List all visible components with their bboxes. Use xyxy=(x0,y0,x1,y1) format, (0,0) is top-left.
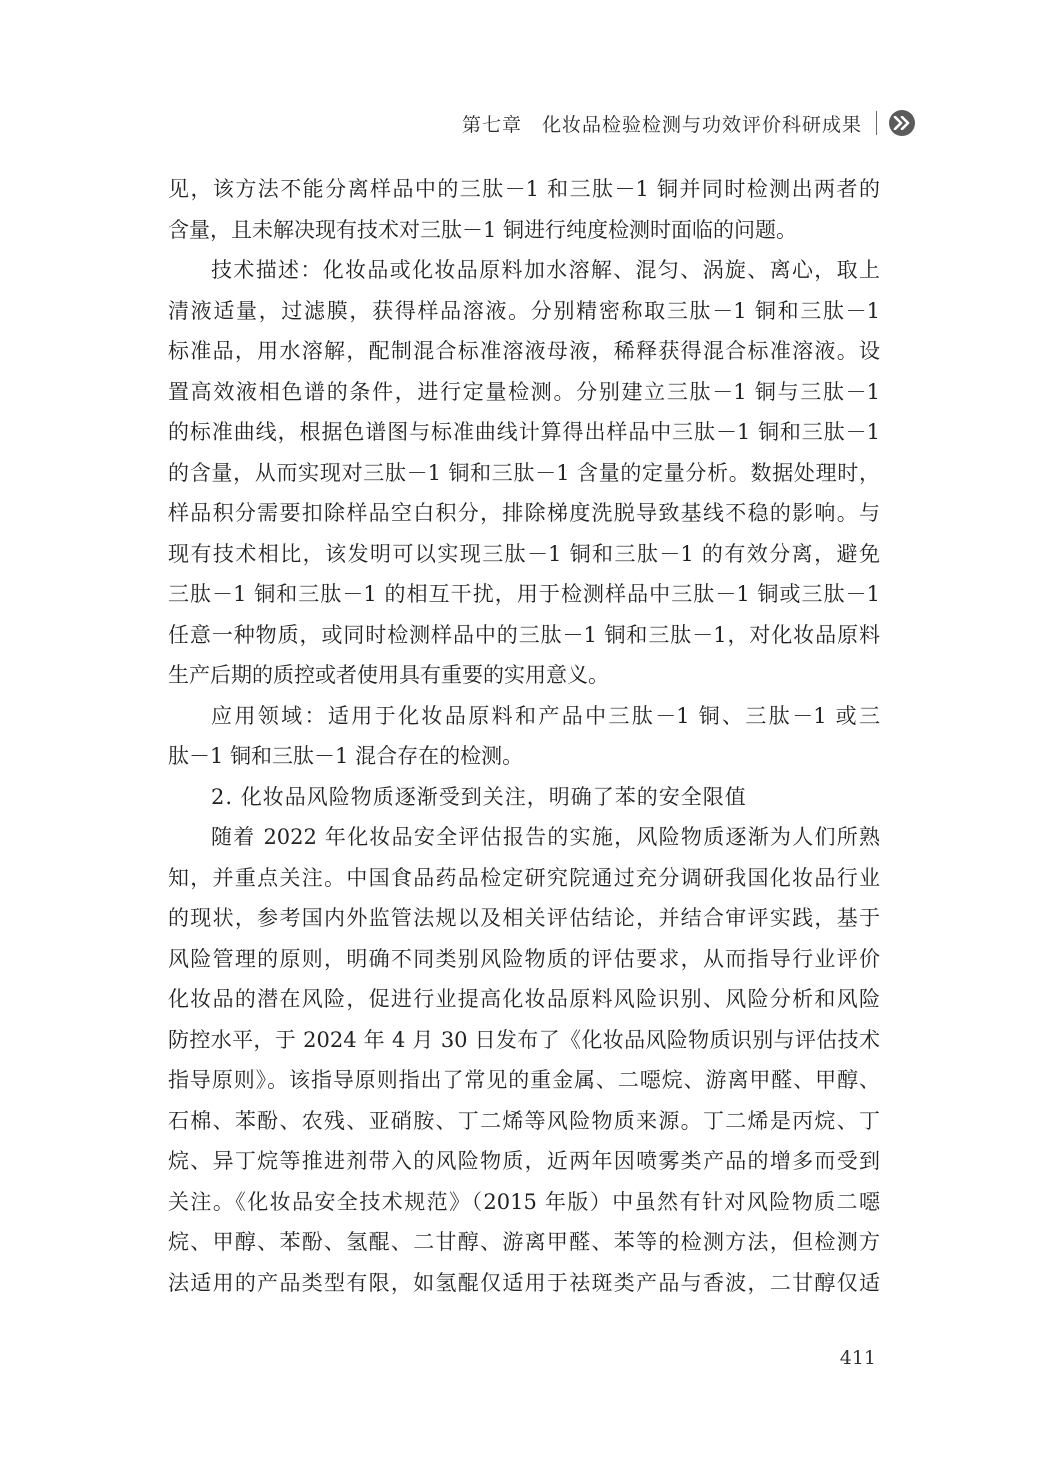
text-line: 含量，且未解决现有技术对三肽－1 铜进行纯度检测时面临的问题。 xyxy=(168,217,798,242)
text-line: 法适用的产品类型有限，如氢醌仅适用于祛斑类产品与香波，二甘醇仅适 xyxy=(168,1270,880,1295)
paragraph-start-technical-description: 技术描述：化妆品或化妆品原料加水溶解、混匀、涡旋、离心，取上 xyxy=(211,258,880,282)
text-line: 标准品，用水溶解，配制混合标准溶液母液，稀释获得混合标准溶液。设 xyxy=(168,339,880,363)
text-line: 三肽－1 铜和三肽－1 的相互干扰，用于检测样品中三肽－1 铜或三肽－1 xyxy=(168,582,880,606)
text-line: 化妆品的潜在风险，促进行业提高化妆品原料风险识别、风险分析和风险 xyxy=(168,987,880,1011)
text-line: 指导原则》。该指导原则指出了常见的重金属、二噁烷、游离甲醛、甲醇、 xyxy=(168,1068,880,1092)
running-header xyxy=(462,106,915,140)
text-line: 风险管理的原则，明确不同类别风险物质的评估要求，从而指导行业评价 xyxy=(168,946,880,971)
text-line: 的标准曲线，根据色谱图与标准曲线计算得出样品中三肽－1 铜和三肽－1 xyxy=(168,420,880,444)
double-chevron-right-icon xyxy=(889,110,915,136)
text-line: 见，该方法不能分离样品中的三肽－1 和三肽－1 铜并同时检测出两者的 xyxy=(168,177,880,201)
text-line: 关注。《化妆品安全技术规范》（2015 年版）中虽然有针对风险物质二噁 xyxy=(168,1189,880,1214)
text-line: 生产后期的质控或者使用具有重要的实用意义。 xyxy=(168,663,609,687)
section-subheading: 2. 化妆品风险物质逐渐受到关注，明确了苯的安全限值 xyxy=(211,784,747,809)
text-line: 知，并重点关注。中国食品药品检定研究院通过充分调研我国化妆品行业 xyxy=(168,865,880,890)
paragraph-start-risk-substances: 随着 2022 年化妆品安全评估报告的实施，风险物质逐渐为人们所熟 xyxy=(211,825,880,849)
text-line: 的含量，从而实现对三肽－1 铜和三肽－1 含量的定量分析。数据处理时， xyxy=(168,460,880,485)
paragraph-start-application-field: 应用领域：适用于化妆品原料和产品中三肽－1 铜、三肽－1 或三 xyxy=(211,703,880,728)
chapter-title: 第七章 化妆品检验检测与功效评价科研成果 xyxy=(461,113,862,136)
text-line: 置高效液相色谱的条件，进行定量检测。分别建立三肽－1 铜与三肽－1 xyxy=(168,379,880,404)
text-line: 烷、甲醇、苯酚、氢醌、二甘醇、游离甲醛、苯等的检测方法，但检测方 xyxy=(168,1230,880,1254)
page-number: 411 xyxy=(839,1347,876,1369)
text-line: 的现状，参考国内外监管法规以及相关评估结论，并结合审评实践，基于 xyxy=(168,906,880,930)
text-line: 样品积分需要扣除样品空白积分，排除梯度洗脱导致基线不稳的影响。与 xyxy=(168,501,880,525)
text-line: 任意一种物质，或同时检测样品中的三肽－1 铜和三肽－1，对化妆品原料 xyxy=(168,622,880,647)
header-divider xyxy=(876,111,877,135)
text-line: 肽－1 铜和三肽－1 混合存在的检测。 xyxy=(168,744,524,768)
body-text xyxy=(168,169,880,1303)
text-line: 防控水平，于 2024 年 4 月 30 日发布了《化妆品风险物质识别与评估技术 xyxy=(168,1027,880,1052)
text-line: 石棉、苯酚、农残、亚硝胺、丁二烯等风险物质来源。丁二烯是丙烷、丁 xyxy=(168,1108,880,1133)
text-line: 烷、异丁烷等推进剂带入的风险物质，近两年因喷雾类产品的增多而受到 xyxy=(168,1149,880,1173)
text-line: 现有技术相比，该发明可以实现三肽－1 铜和三肽－1 的有效分离，避免 xyxy=(168,541,880,566)
text-line: 清液适量，过滤膜，获得样品溶液。分别精密称取三肽－1 铜和三肽－1 xyxy=(168,298,880,323)
